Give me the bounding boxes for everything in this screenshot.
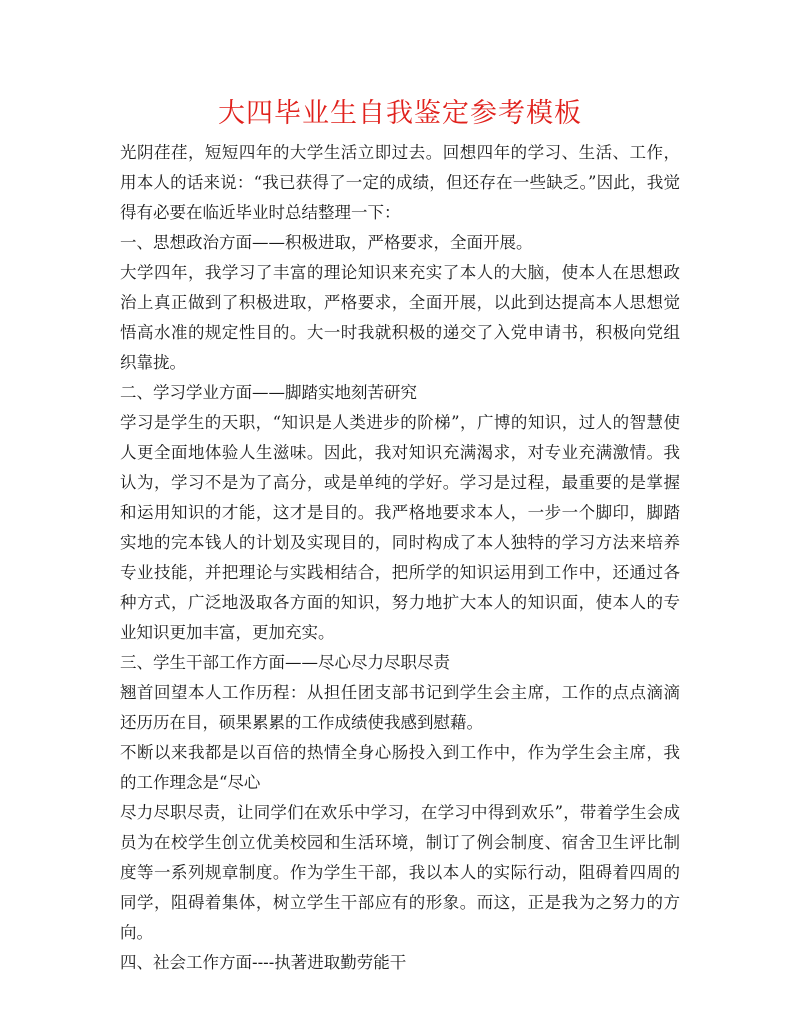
document-body [120, 138, 680, 978]
section-heading-political: 一、思想政治方面——积极进取，严格要求，全面开展。 [120, 233, 533, 252]
political-paragraph: 大学四年，我学习了丰富的理论知识来充实了本人的大脑，使本人在思想政治上真正做到了积极进取，严格要求，全面开展，以此到达提高本人思想觉悟高水准的规定性目的。大一时我就积极的递交了入党申请书，积极向党组织靠拢。 [120, 263, 680, 372]
cadre-paragraph-3: 尽力尽职尽责，让同学们在欢乐中学习，在学习中得到欢乐”，带着学生会成员为在校学生创立优美校园和生活环境，制订了例会制度、宿舍卫生评比制度等一系列规章制度。作为学生干部，我以本人的实际行动，阻碍着四周的同学，阻碍着集体，树立学生干部应有的形象。而这，正是我为之努力的方向。 [120, 803, 680, 942]
study-paragraph: 学习是学生的天职，“知识是人类进步的阶梯”，广博的知识，过人的智慧使人更全面地体验人生滋味。因此，我对知识充满渴求，对专业充满激情。我认为，学习不是为了高分，或是单纯的学好。学习是过程，最重要的是掌握和运用知识的才能，这才是目的。我严格地要求本人，一步一个脚印，脚踏实地的完本钱人的计划及实现目的，同时构成了本人独特的学习方法来培养专业技能，并把理论与实践相结合，把所学的知识运用到工作中，还通过各种方式，广泛地汲取各方面的知识，努力地扩大本人的知识面，使本人的专业知识更加丰富，更加充实。 [120, 413, 680, 642]
section-heading-study: 二、学习学业方面——脚踏实地刻苦研究 [120, 383, 417, 402]
cadre-paragraph-1: 翘首回望本人工作历程：从担任团支部书记到学生会主席，工作的点点滴滴还历历在目，硕果累累的工作成绩使我感到慰藉。 [120, 683, 680, 732]
cadre-paragraph-2: 不断以来我都是以百倍的热情全身心肠投入到工作中，作为学生会主席，我的工作理念是“尽心 [120, 743, 680, 792]
document-title: 大四毕业生自我鉴定参考模板 [218, 98, 582, 129]
section-heading-social: 四、社会工作方面----执著进取勤劳能干 [120, 953, 407, 972]
intro-paragraph: 光阴荏荏，短短四年的大学生活立即过去。回想四年的学习、生活、工作，用本人的话来说：“我已获得了一定的成绩，但还存在一些缺乏。”因此，我觉得有必要在临近毕业时总结整理一下： [120, 143, 680, 222]
section-heading-cadre: 三、学生干部工作方面——尽心尽力尽职尽责 [120, 653, 450, 672]
